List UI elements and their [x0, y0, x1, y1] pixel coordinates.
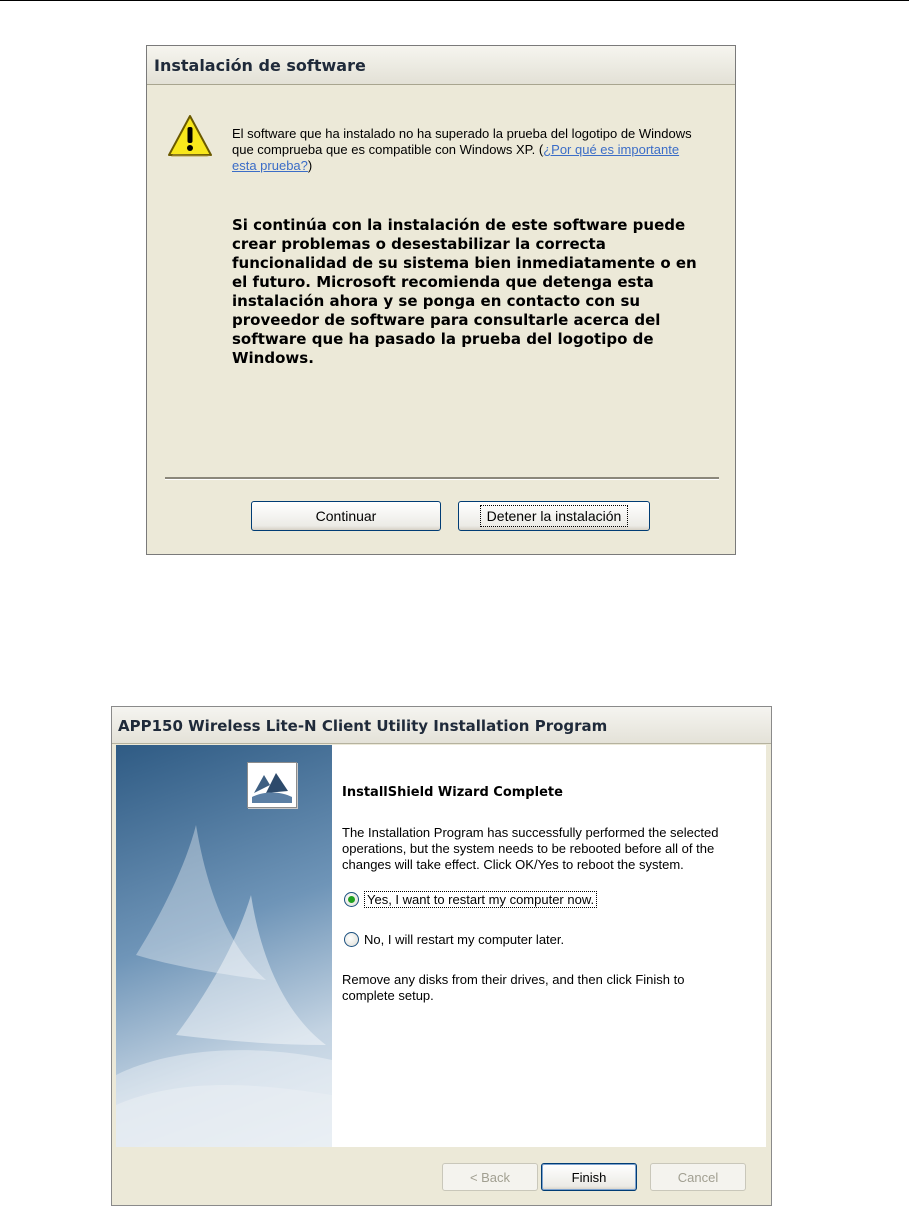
cancel-button-label: Cancel: [677, 1169, 719, 1185]
finish-button[interactable]: [541, 1163, 637, 1191]
back-button[interactable]: [442, 1163, 538, 1191]
wizard-heading: InstallShield Wizard Complete: [342, 785, 563, 800]
stop-installation-button[interactable]: [458, 501, 650, 531]
compatibility-message-text: El software que ha instalado no ha superado la prueba del logotipo de Windows que comprueba que es compatible con Windows XP. (: [232, 126, 692, 157]
dialog-titlebar[interactable]: [147, 46, 735, 85]
restart-later-option[interactable]: [344, 932, 564, 947]
banner-sail-graphic: [116, 745, 332, 1147]
restart-now-option[interactable]: [344, 891, 597, 908]
warning-icon: [167, 114, 213, 158]
dialog-title: Instalación de software: [154, 56, 366, 75]
finish-button-label: Finish: [571, 1169, 607, 1185]
continue-button-label: Continuar: [315, 508, 377, 524]
page-top-rule: [0, 0, 909, 1]
restart-later-label: No, I will restart my computer later.: [364, 932, 565, 947]
continue-button[interactable]: [251, 501, 441, 531]
radio-unchecked-icon[interactable]: [344, 932, 359, 947]
restart-now-label: Yes, I want to restart my computer now.: [364, 891, 597, 908]
back-button-label: < Back: [469, 1169, 511, 1185]
warning-text: Si continúa con la instalación de este software puede crear problemas o desestabilizar la correcta funcionalidad de su sistema bien inmediatamente o en el futuro. Microsoft recomienda que detenga esta instalación ahora y se ponga en contacto con su proveedor de software para consultarle acerca del software que ha pasado la prueba del logotipo de Windows.: [232, 216, 697, 367]
wizard-footer-text: Remove any disks from their drives, and then click Finish to complete setup.: [342, 972, 685, 1003]
compatibility-message-close: ): [307, 158, 313, 173]
radio-checked-icon[interactable]: [344, 892, 359, 907]
installshield-wizard-dialog: [111, 706, 772, 1206]
wizard-body-text: The Installation Program has successfully performed the selected operations, but the system needs to be rebooted before all of the changes will take effect. Click OK/Yes to reboot the system.: [342, 825, 719, 872]
software-installation-dialog: [146, 45, 736, 555]
cancel-button[interactable]: [650, 1163, 746, 1191]
separator: [165, 477, 719, 480]
wizard-title: APP150 Wireless Lite-N Client Utility Installation Program: [118, 717, 608, 735]
wizard-titlebar[interactable]: [112, 707, 771, 744]
compatibility-message: [232, 126, 707, 174]
wizard-side-banner: [116, 745, 332, 1147]
installshield-logo-icon: [247, 762, 297, 808]
stop-installation-button-label: Detener la instalación: [480, 505, 629, 527]
why-important-link[interactable]: ¿Por qué es importante esta prueba?: [232, 142, 680, 173]
